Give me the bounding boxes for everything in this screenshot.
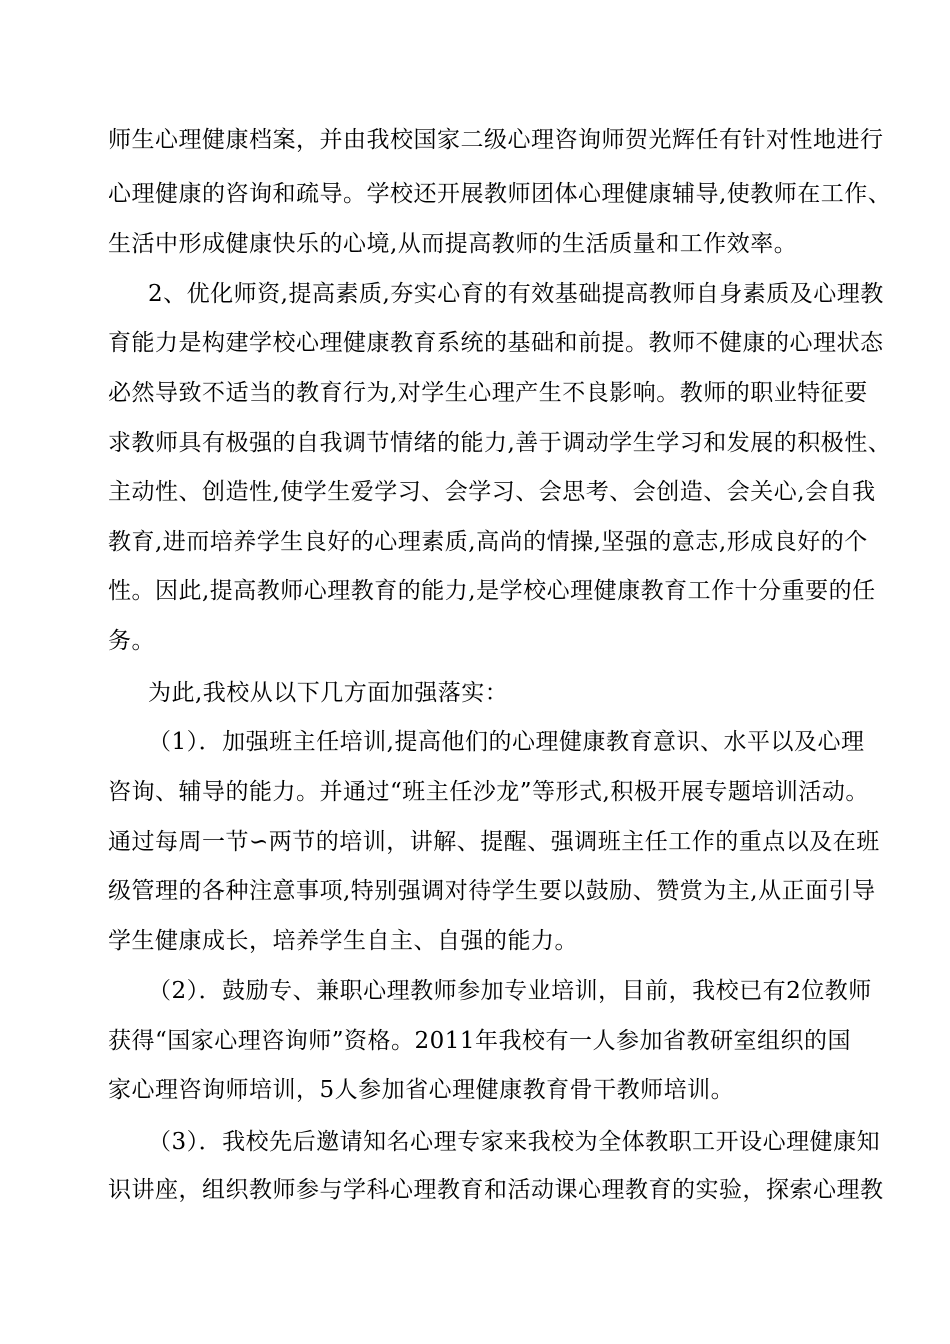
text-line: 级管理的各种注意事项,特别强调对待学生要以鼓励、赞赏为主,从正面引导 [108, 878, 876, 904]
text-line: 家心理咨询师培训，5人参加省心理健康教育骨干教师培训。 [108, 1077, 735, 1103]
text-line: 性。因此,提高教师心理教育的能力,是学校心理健康教育工作十分重要的任 [108, 578, 876, 604]
text-line: 心理健康的咨询和疏导。学校还开展教师团体心理健康辅导,使教师在工作、 [108, 181, 892, 207]
paragraph-start-line: （1）．加强班主任培训,提高他们的心理健康教育意识、水平以及心理 [148, 729, 865, 755]
text-line: 教育,进而培养学生良好的心理素质,高尚的情操,坚强的意志,形成良好的个 [108, 529, 868, 555]
paragraph-start-line: 为此,我校从以下几方面加强落实： [148, 680, 509, 706]
text-line: 获得“国家心理咨询师”资格。2011年我校有一人参加省教研室组织的国 [108, 1028, 852, 1054]
text-line: 通过每周一节∽两节的培训，讲解、提醒、强调班主任工作的重点以及在班 [108, 829, 880, 855]
text-line: 师生心理健康档案，并由我校国家二级心理咨询师贺光辉任有针对性地进行 [108, 127, 884, 153]
text-line: 求教师具有极强的自我调节情绪的能力,善于调动学生学习和发展的积极性、 [108, 430, 892, 456]
paragraph-start-line: 2、优化师资,提高素质,夯实心育的有效基础提高教师自身素质及心理教 [148, 281, 884, 307]
text-line: 学生健康成长，培养学生自主、自强的能力。 [108, 928, 578, 954]
text-line: 必然导致不适当的教育行为,对学生心理产生不良影响。教师的职业特征要 [108, 380, 868, 406]
text-line: 主动性、创造性,使学生爱学习、会学习、会思考、会创造、会关心,会自我 [108, 479, 876, 505]
text-line: 务。 [108, 628, 155, 654]
text-line: 识讲座，组织教师参与学科心理教育和活动课心理教育的实验，探索心理教 [108, 1177, 884, 1203]
paragraph-start-line: （3）．我校先后邀请知名心理专家来我校为全体教职工开设心理健康知 [148, 1129, 881, 1155]
text-line: 生活中形成健康快乐的心境,从而提高教师的生活质量和工作效率。 [108, 231, 798, 257]
paragraph-start-line: （2）．鼓励专、兼职心理教师参加专业培训，目前，我校已有2位教师 [148, 978, 872, 1004]
text-line: 育能力是构建学校心理健康教育系统的基础和前提。教师不健康的心理状态 [108, 330, 884, 356]
text-line: 咨询、辅导的能力。并通过“班主任沙龙”等形式,积极开展专题培训活动。 [108, 779, 869, 805]
